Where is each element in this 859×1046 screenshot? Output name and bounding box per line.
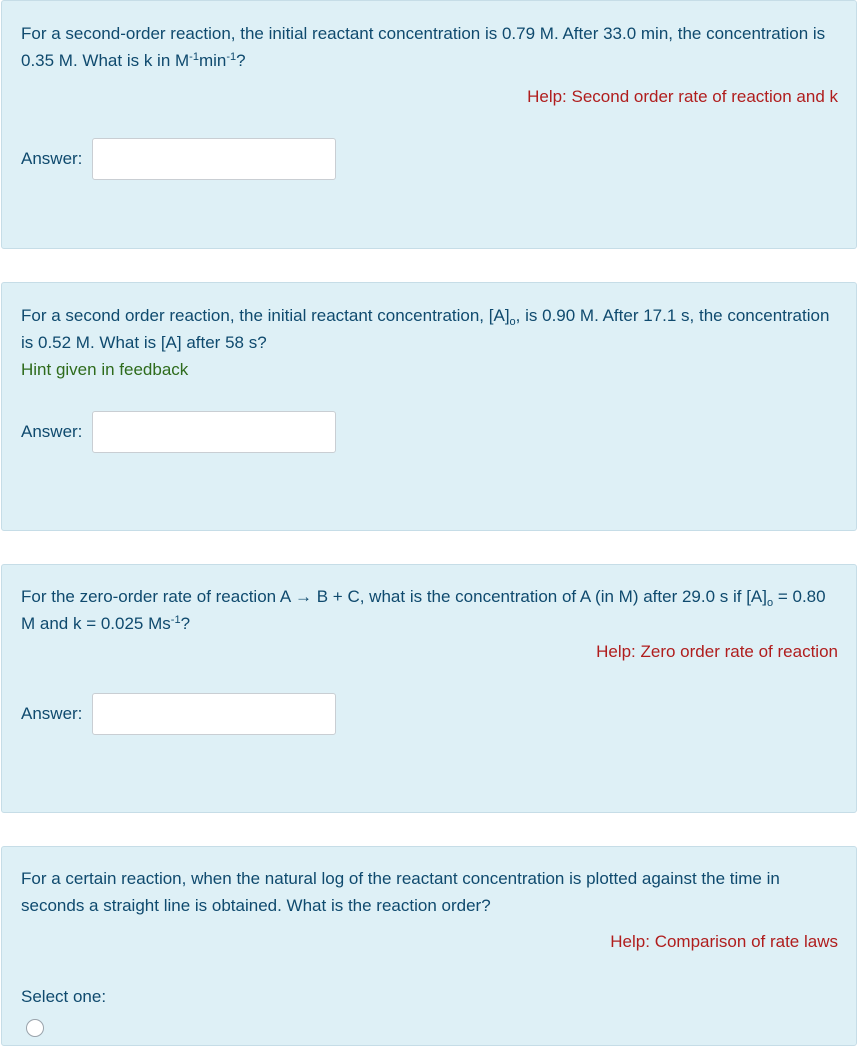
help-link[interactable]: Help: Comparison of rate laws [610, 932, 838, 951]
question-card-2 [1, 282, 857, 531]
question-card-1 [1, 0, 857, 249]
help-link[interactable]: Help: Second order rate of reaction and k [527, 87, 838, 106]
answer-label: Answer: [21, 704, 83, 723]
question-card-4 [1, 846, 857, 1046]
question-text: For a certain reaction, when the natural log of the reactant concentration is plotted against the time in seconds a straight line is obtained. What is the reaction order? [21, 869, 780, 915]
radio-button[interactable] [26, 1019, 44, 1037]
hint-text: Hint given in feedback [21, 360, 189, 379]
question-text: For the zero-order rate of reaction A → B + C, what is the concentration of A (in M) after 29.0 s if $[A]_o = 0.80$ M and k = 0.025 $Ms^{-1}$? [21, 587, 826, 633]
select-one-label: Select one: [21, 987, 107, 1006]
help-link[interactable]: Help: Zero order rate of reaction [596, 642, 838, 661]
answer-input[interactable] [92, 411, 336, 453]
answer-label: Answer: [21, 422, 83, 441]
question-text: For a second order reaction, the initial reactant concentration, $[A]_o$, is 0.90 M. After 17.1 s, the concentration is 0.52 M. What is [A] after 58 s? [21, 306, 830, 352]
answer-input[interactable] [92, 138, 336, 180]
question-card-3 [1, 564, 857, 813]
question-text: For a second-order reaction, the initial reactant concentration is 0.79 M. After 33.0 min, the concentration is 0.35 M. What is k in $M^{-1}\min^{-1}$? [21, 24, 826, 70]
answer-input[interactable] [92, 693, 336, 735]
answer-label: Answer: [21, 149, 83, 168]
